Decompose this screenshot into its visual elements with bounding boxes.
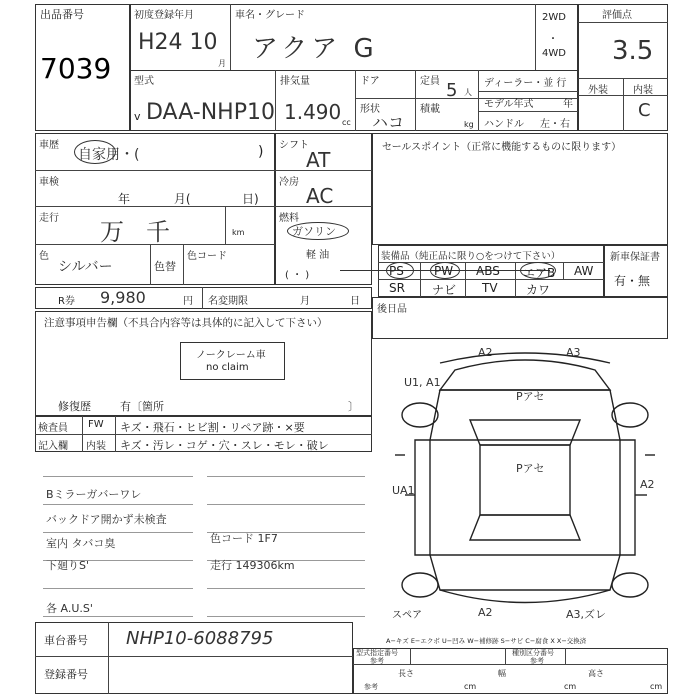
equipment-label: 装備品（純正品に限り○をつけて下さい）: [381, 251, 561, 262]
mileage-man: 万: [100, 218, 124, 246]
shape-label: 形状: [360, 104, 380, 115]
recycle-value: 9,980: [100, 288, 146, 307]
capacity-label: 定員: [420, 76, 440, 87]
stamp-line2: no claim: [206, 362, 249, 373]
shape-value: ハコ: [372, 113, 405, 132]
handle-options: 左・右: [540, 119, 570, 130]
repair-close: 〕: [348, 400, 359, 413]
model-code-prefix: v: [134, 110, 141, 123]
car-front-bumper: [440, 353, 610, 363]
attachments-label: 後日品: [377, 304, 407, 315]
name-change-label: 名変期限: [208, 296, 248, 307]
mark-front-a3: A3: [566, 346, 581, 359]
car-side-right: [620, 440, 635, 555]
model-name-label: 車名・グレード: [235, 10, 305, 21]
type-reference: 参考: [370, 657, 384, 665]
handle-label: ハンドル: [484, 119, 524, 130]
mark-rear-a2: A2: [478, 606, 493, 619]
equip-tv: TV: [482, 281, 498, 295]
car-rear: [430, 555, 620, 590]
height-label: 高さ: [588, 669, 604, 678]
car-roof: [480, 445, 570, 515]
car-side-left: [415, 440, 430, 555]
mark-roof-p: Pアセ: [516, 462, 545, 475]
spare-label: スペア: [392, 610, 422, 621]
fuel-light-oil: 軽 油: [306, 250, 330, 261]
note-smoke: 室内 タバコ臭: [46, 537, 116, 550]
mileage-unit: km: [232, 228, 245, 237]
fuel-label: 燃料: [279, 213, 299, 224]
car-rear-window: [470, 515, 580, 540]
inspector-in-items: キズ・汚レ・コゲ・穴・スレ・モレ・破レ: [120, 439, 329, 452]
model-code-value: DAA-NHP10: [146, 100, 275, 125]
capacity-value: 5: [446, 80, 458, 101]
color-code-label: 色コード: [187, 251, 227, 262]
damage-legend: A−キズ E−エクボ U−凹み W−補修跡 S−サビ C−腐食 X X−交換済: [386, 637, 587, 645]
equip-pw: PW: [434, 264, 454, 278]
mark-ua1: UA1: [392, 484, 415, 497]
interior-label: 内装: [633, 85, 653, 96]
note-mirror: Bミラーガバーワレ: [46, 488, 142, 501]
inspection-text: 年 月(: [118, 192, 191, 206]
score-label: 評価点: [602, 10, 632, 21]
note-all: 各 A.U.S': [46, 602, 93, 615]
inspector-label1: 検査員: [38, 423, 68, 434]
warranty-value: 有・無: [614, 274, 651, 288]
length-unit: cm: [464, 682, 477, 691]
recycle-label: R券: [58, 296, 75, 307]
equip-abs: ABS: [476, 264, 500, 278]
aircon-value: AC: [306, 184, 334, 208]
repair-value: 有〔箇所: [120, 400, 164, 413]
shift-label: シフト: [279, 140, 309, 151]
drive-2wd: 2WD: [542, 12, 566, 23]
score-value: 3.5: [612, 36, 654, 66]
mark-right-a2: A2: [640, 478, 655, 491]
notes-label: 注意事項申告欄（不具合内容等は具体的に記入して下さい）: [44, 317, 328, 329]
doors-label: ドア: [360, 76, 380, 87]
history-label: 車歴: [39, 140, 59, 151]
model-code-label: 型式: [134, 76, 154, 87]
recycle-box: [35, 287, 372, 309]
mileage-sen: 千: [146, 218, 170, 246]
equip-sr: SR: [389, 281, 405, 295]
mark-front-a2: A2: [478, 346, 493, 359]
note-underbody: 下廻りS': [46, 559, 90, 572]
inspector-in: 内装: [86, 441, 106, 452]
inspector-fw-items: キズ・飛石・ヒビ割・リペア跡・×要: [120, 421, 305, 434]
mark-u1-a1: U1, A1: [404, 376, 441, 389]
height-unit: cm: [650, 682, 663, 691]
interior-value: C: [638, 100, 651, 121]
exterior-label: 外装: [588, 85, 608, 96]
model-name-value: アクア G: [252, 34, 378, 64]
dims-reference: 参考: [364, 683, 378, 691]
mark-hood-p: Pアセ: [516, 390, 545, 403]
note-color-code: 色コード 1F7: [210, 532, 278, 545]
width-label: 幅: [498, 669, 506, 678]
fuel-paren: ( ・ ): [285, 270, 310, 281]
reg-number-label: 登録番号: [44, 668, 88, 681]
displacement-label: 排気量: [280, 76, 310, 87]
registration-value: H24 10: [138, 30, 218, 55]
equip-airbag: エアB: [523, 266, 556, 280]
shift-value: AT: [306, 148, 331, 172]
inspection-day: 日): [242, 192, 259, 206]
displacement-value: 1.490: [284, 100, 342, 124]
name-change-month: 月: [300, 296, 310, 307]
registration-label: 初度登録年月: [134, 10, 194, 21]
aircon-label: 冷房: [279, 177, 299, 188]
mileage-label: 走行: [39, 213, 59, 224]
inspector-fw: FW: [88, 419, 104, 430]
drive-4wd: 4WD: [542, 48, 566, 59]
inspector-label2: 記入欄: [38, 441, 68, 452]
history-value: 自家用・(: [78, 147, 140, 163]
name-change-day: 日: [350, 296, 360, 307]
model-year-label: モデル年式: [484, 99, 534, 110]
equip-aw: AW: [574, 264, 594, 278]
attachments-box: [372, 297, 668, 339]
lot-label: 出品番号: [40, 8, 84, 21]
history-close: ): [258, 144, 264, 160]
load-label: 積載: [420, 104, 440, 115]
equip-ps: PS: [389, 264, 404, 278]
lot-number: 7039: [40, 52, 112, 85]
note-mileage: 走行 149306km: [210, 559, 295, 572]
displacement-unit: cc: [342, 118, 351, 127]
recycle-unit: 円: [183, 296, 193, 307]
equip-navi: ナビ: [432, 283, 457, 297]
stamp-line1: ノークレーム車: [196, 350, 266, 361]
warranty-label: 新車保証書: [610, 252, 660, 263]
registration-month: 月: [218, 59, 226, 68]
equip-leather: カワ: [526, 283, 551, 297]
width-unit: cm: [564, 682, 577, 691]
fuel-gasoline: ガソリン: [292, 225, 336, 238]
color-value: シルバー: [58, 259, 113, 275]
dealer-parallel: ディーラー・並 行: [484, 78, 567, 89]
repair-label: 修復歴: [58, 400, 91, 413]
car-rear-bumper: [440, 590, 610, 603]
category-label: 種別区分番号: [512, 649, 554, 657]
type-designation-label: 型式指定番号: [356, 649, 398, 657]
note-backdoor: バックドア開かず未検査: [46, 513, 167, 526]
capacity-unit: 人: [464, 88, 472, 97]
category-reference: 参考: [530, 657, 544, 665]
drive-dot: ・: [548, 34, 558, 45]
color-label: 色: [39, 251, 49, 262]
repaint-label: 色替: [154, 260, 176, 273]
sales-point-label: セールスポイント（正常に機能するものに限ります）: [382, 142, 622, 153]
chassis-value: NHP10-6088795: [126, 628, 274, 649]
car-outline-front: [440, 360, 610, 390]
length-label: 長さ: [398, 669, 414, 678]
chassis-label: 車台番号: [44, 634, 88, 647]
inspection-label: 車検: [39, 177, 59, 188]
car-windshield: [470, 420, 580, 445]
load-unit: kg: [464, 120, 474, 129]
model-year-unit: 年: [563, 99, 573, 110]
mark-rear-a3: A3,ズレ: [566, 608, 607, 621]
